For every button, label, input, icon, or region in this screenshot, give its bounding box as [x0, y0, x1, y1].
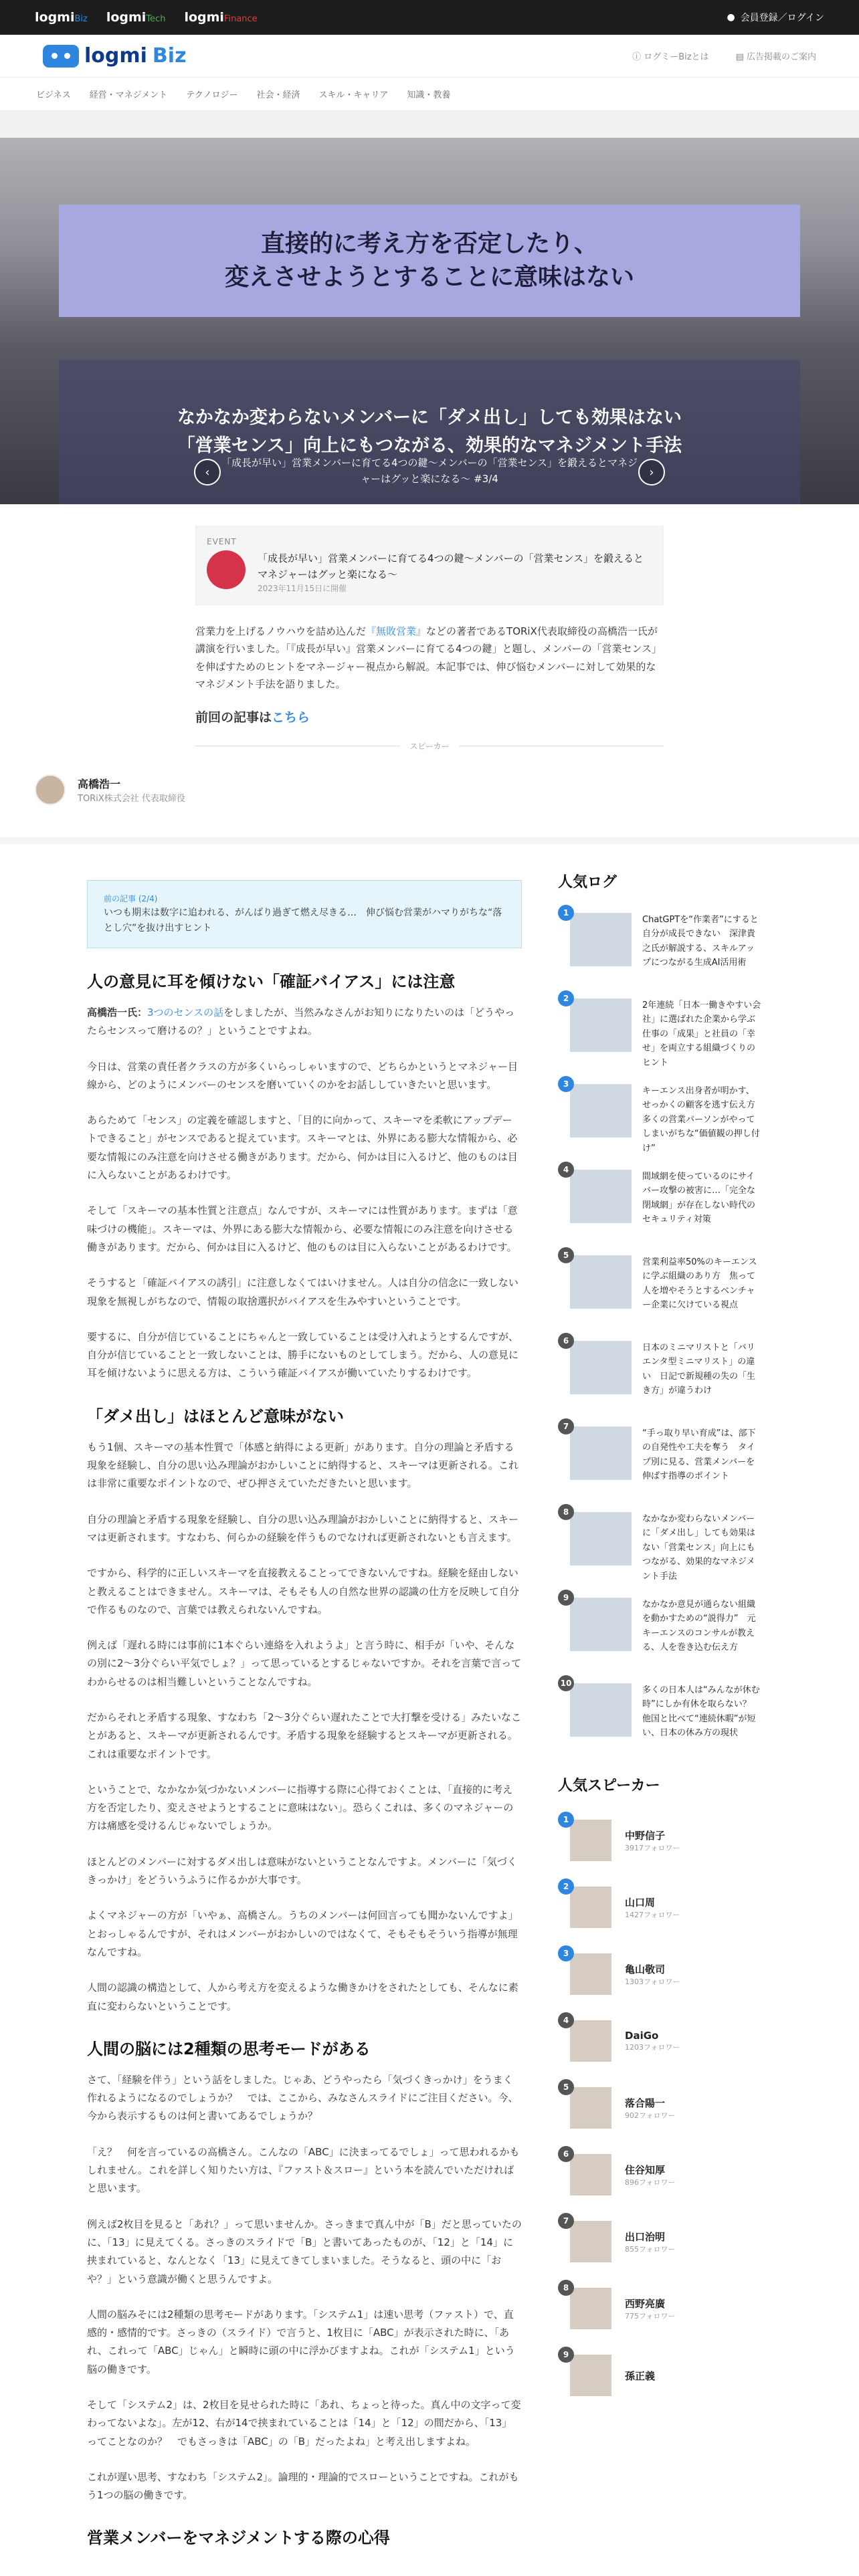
event-title: 「成長が早い」営業メンバーに育てる4つの鍵〜メンバーの「営業センス」を鍛えるとマネジャーはグッと楽になる〜: [258, 552, 644, 580]
ranking-title-text: 間域網を使っているのにサイバー攻撃の被害に…「完全な閉域網」が存在しない時代のセキュリティ対策: [642, 1172, 756, 1225]
ranking-item[interactable]: [558, 1331, 785, 1417]
slide2-line1: なかなか変わらないメンバーに「ダメ出し」しても効果はない: [177, 407, 682, 429]
paragraph: 例えば2枚目を見ると「あれ？」って思いませんか。さっきまで真ん中が「B」だと思っていたのに、「13」に見えてくる。さっきのスライドで「B」と書いてあったものが、「12」と「14」に挟まれていると、なんとなく「13」に見えてきてしまいました。そうなると、頭の中に「おや？」という意識が働くと思うんですよ。: [87, 2218, 522, 2285]
nav-business[interactable]: ビジネス: [36, 90, 71, 100]
paragraph: [87, 1004, 522, 1041]
paragraph: さて、「経験を伴う」という話をしました。じゃあ、どうやったら「気づくきっかけ」をうまく作れるようになるのでしょうか？ では、ここから、みなさんスライドにご注目ください。今、今から表示するものは何と書いてあるでしょうか？: [87, 2073, 518, 2123]
speaker-photo: [563, 2082, 611, 2129]
paragraph: 人間の脳みそには2種類の思考モードがあります。「システム1」は速い思考（ファスト）で、直感的・感情的です。さっきの（スライド）で言うと、1枚目に「ABC」が表示された時に、「あれ、これって「ABC」じゃん」と瞬時に頭の中に浮かびますよね。これが「システム1」という脳の働きです。: [87, 2308, 515, 2375]
follower-count: 775フォロワー: [625, 2311, 676, 2321]
speaker-name: 山口周: [625, 1896, 656, 1909]
logo-sub: Tech: [146, 14, 166, 24]
rank-badge: 2: [558, 990, 574, 1006]
rank-badge: 10: [558, 1675, 574, 1691]
speaker-photo: [563, 2216, 611, 2262]
speaker-name: 亀山敬司: [625, 1963, 666, 1975]
paragraph: これが遅い思考、すなわち「システム2」。論理的・理論的でスローということですね。これがもう1つの脳の働きです。: [87, 2470, 519, 2502]
logo-main: logmi: [35, 10, 75, 25]
paragraph: 今日は、営業の責任者クラスの方が多くいらっしゃいますので、どちらかというとマネジャー目線から、どのようにメンバーのセンスを磨いていくのかをお話ししていきたいと思います。: [87, 1060, 518, 1091]
speaker-item[interactable]: [558, 2208, 785, 2275]
site-logo[interactable]: [43, 44, 187, 68]
slide1-line2: 変えさせようとすることに意味はない: [224, 263, 634, 291]
speaker-label: 高橋浩一氏：: [87, 1006, 148, 1018]
ranking-item[interactable]: [558, 1588, 785, 1674]
robot-icon: [43, 45, 79, 68]
logmi-finance-logo[interactable]: [184, 10, 257, 25]
ranking-title-text: 営業利益率50%のキーエンスに学ぶ組織のあり方 焦って人を増やそうとするベンチャー企業に欠けている視点: [642, 1257, 757, 1311]
thumbnail: [563, 1507, 632, 1566]
rank-badge: 6: [558, 2146, 574, 2162]
speaker-photo: [563, 1949, 611, 1995]
hero-slide-quote: [59, 205, 800, 317]
ranking-list: [558, 903, 785, 1759]
paragraph: だからそれと矛盾する現象、すなわち「2〜3分ぐらい遅れたことで大打撃を受ける」みたいなことがあると、スキーマが更新されるんです。矛盾する現象を経験するとスキーマが更新される。これは重要なポイントです。: [87, 1711, 522, 1760]
speaker-name: 高橋浩一: [78, 778, 121, 790]
thumbnail: [563, 1336, 632, 1394]
speaker-name: 孫正義: [625, 2369, 656, 2382]
speaker-separator: [195, 740, 664, 752]
user-icon: ●: [727, 12, 735, 23]
rank-badge: 3: [558, 1076, 574, 1092]
rank-badge: 3: [558, 1945, 574, 1961]
ranking-title: 人気ログ: [558, 874, 617, 891]
nav-society[interactable]: 社会・経済: [256, 90, 300, 100]
follower-count: 1203フォロワー: [625, 2043, 680, 2052]
speaker-item[interactable]: [558, 2074, 785, 2141]
follower-count: 1427フォロワー: [625, 1910, 680, 1919]
nav-skill[interactable]: スキル・キャリア: [318, 90, 389, 100]
login-label: 会員登録／ログイン: [740, 13, 824, 23]
rank-badge: 4: [558, 2012, 574, 2028]
rank-badge: 9: [558, 1590, 574, 1606]
rank-badge: 4: [558, 1162, 574, 1178]
intro-text-1: 営業力を上げるノウハウを詰め込んだ: [195, 625, 367, 637]
rank-badge: 9: [558, 2347, 574, 2363]
thumbnail: [563, 1251, 632, 1309]
paragraph: よくマネジャーの方が「いやぁ、高橋さん。うちのメンバーは何回言っても聞かないんですよ」とおっしゃるんですが、それはメンバーがおかしいのではなくて、そもそもそういう指導が無理なんですね。: [87, 1909, 518, 1958]
section-divider: [0, 837, 859, 844]
paragraph: もう1個、スキーマの基本性質で「体感と納得による更新」があります。自分の理論と矛盾する現象を経験し、自分の思い込み理論がおかしいことに納得すると、スキーマは更新される。これは非常に重要なポイントなので、ぜひ押さえていただきたいと思います。: [87, 1440, 519, 1490]
rank-badge: 8: [558, 2280, 574, 2296]
paragraph: あらためて「センス」の定義を確認しますと、「目的に向かって、スキーマを柔軟にアップデートできること」がセンスであると捉えています。スキーマとは、外界にある膨大な情報から、必要な情報にのみ注意を向けさせる働きがあります。だから、何かは目に入るけど、他のものは目に入らないことがあるわけです。: [87, 1114, 518, 1182]
speaker-name: 西野亮廣: [625, 2297, 666, 2310]
speaker-item[interactable]: [558, 2008, 785, 2074]
thumbnail: [563, 908, 632, 966]
speaker-photo: [563, 2283, 611, 2329]
speaker-item[interactable]: [558, 2141, 785, 2208]
logo-main: logmi: [106, 10, 147, 25]
speaker-org: TORiX株式会社 代表取締役: [78, 794, 185, 804]
about-link[interactable]: ⓘ ログミーBizとは: [632, 52, 709, 62]
speaker-ranking-list: [558, 1807, 785, 2409]
nav-management[interactable]: 経営・マネジメント: [89, 90, 168, 100]
speaker-sep-label: スピーカー: [409, 742, 450, 751]
logo-main: logmi: [184, 10, 224, 25]
prevbox-label: 前の記事 (2/4): [104, 894, 158, 903]
inline-link[interactable]: 3つのセンスの話: [147, 1006, 224, 1018]
heading: 「ダメ出し」はほとんど意味がない: [87, 1406, 344, 1426]
ranking-item[interactable]: [558, 1160, 785, 1246]
rank-badge: 8: [558, 1504, 574, 1520]
heading: 人の意見に耳を傾けない「確証バイアス」には注意: [87, 972, 456, 991]
paragraph: ですから、科学的に正しいスキーマを直接教えることってできないんですね。経験を経由しないと教えることはできません。スキーマは、そもそも人の自然な世界の認識の仕方を反映して自分で作るものなので、言葉では教えられないんですね。: [87, 1567, 519, 1616]
paragraph: 例えば「遅れる時には事前に1本ぐらい連絡を入れようよ」と言う時に、相手が「いや、そんなの別に2〜3分ぐらい平気でしょ？」って思っているとするじゃないですか。それを言葉で言ってわからせるのは相当難しいということなんですね。: [87, 1639, 522, 1688]
speaker-photo: [563, 1815, 611, 1861]
speaker-photo: [563, 1882, 611, 1928]
ads-link[interactable]: ▤ 広告掲載のご案内: [735, 52, 816, 62]
ranking-title-text: 2年連続「日本一働きやすい会社」に選ばれた企業から学ぶ 仕事の「成果」と社員の「幸せ」を両立する組織づくりのヒント: [642, 1000, 765, 1068]
hero-image: [0, 111, 859, 504]
follower-count: 855フォロワー: [625, 2244, 676, 2254]
thumbnail: [563, 994, 632, 1052]
event-label: EVENT: [207, 537, 237, 546]
rank-badge: 5: [558, 2079, 574, 2095]
paragraph: 自分の理論と矛盾する現象を経験し、自分の思い込み理論がおかしいことに納得すると、スキーマは更新されます。すなわち、何らかの経験を伴うものでなければ更新されないとも言えます。: [87, 1513, 519, 1543]
article-intro: [195, 504, 664, 752]
top-bar: [0, 0, 859, 35]
speaker-name: 落合陽一: [625, 2097, 666, 2109]
paragraph: ということで、なかなか気づかないメンバーに指導する際に心得ておくことは、「直接的に考え方を否定したり、変えさせようとすることに意味はない」。恐らくこれは、多くのマネジャーの方は痛感を受けるんじゃないでしょうか。: [87, 1783, 514, 1832]
thumbnail: [563, 1165, 632, 1223]
intro-text-2: などの著者であるTORiX代表取締役の高橋浩一氏が講演を行いました。「『成長が早い』営業メンバーに育てる4つの鍵」と題し、メンバーの「営業センス」を伸ばすためのヒントをマネージャー視点から解説。本記事では、伸び悩むメンバーに対して効果的なマネジメント手法を語りました。: [195, 625, 662, 690]
prev-slide-button[interactable]: ‹: [194, 459, 221, 486]
prevbox-title: いつも期末は数字に追われる、がんばり過ぎて燃え尽きる… 伸び悩む営業がハマりがちな“落とし穴”を抜け出すヒント: [104, 907, 502, 934]
prev-article: [195, 708, 664, 726]
thumbnail: [563, 1079, 632, 1138]
speaker-card[interactable]: [35, 774, 824, 805]
ranking-item[interactable]: [558, 1246, 785, 1331]
next-slide-button[interactable]: ›: [638, 459, 665, 486]
article-body: [87, 880, 522, 2560]
slide2-line2: 「営業センス」向上にもつながる、効果的なマネジメント手法: [177, 435, 682, 456]
speaker-photo: [563, 2350, 611, 2396]
paragraph: そして「スキーマの基本性質と注意点」なんですが、スキーマには性質があります。まずは「意味づけの機能」。スキーマは、外界にある膨大な情報から、必要な情報にのみ注意を向けさせる働きがあります。だから、何かは目に入るけど、他のものは目に入らないことがあるわけです。: [87, 1204, 518, 1253]
ranking-title-text: 多くの日本人は“みんなが休む時”にしか有休を取らない？ 他国と比べて“連続休暇”が短い、日本の休み方の現状: [642, 1685, 760, 1739]
hero-top-strip: [0, 111, 859, 138]
follower-count: 1303フォロワー: [625, 1977, 680, 1986]
logo-sub: Biz: [74, 14, 88, 24]
thumbnail: [563, 1593, 632, 1651]
ranking-title-text: なかなか意見が通らない組織を動かすための“説得力” 元キーエンスのコンサルが教える、人を巻き込む伝え方: [642, 1600, 756, 1653]
event-logo: [207, 550, 246, 589]
prev-article-box[interactable]: [87, 880, 522, 948]
ranking-item[interactable]: [558, 1075, 785, 1160]
rank-badge: 1: [558, 1812, 574, 1828]
speaker-name: 住谷知厚: [625, 2163, 666, 2176]
ranking-title-text: ChatGPTを“作業者”にすると自分が成長できない 深津貴之氏が解説する、スキルアップにつながる生成AI活用術: [642, 915, 759, 968]
follower-count: 902フォロワー: [625, 2111, 676, 2120]
ranking-title-text: なかなか変わらないメンバーに「ダメ出し」しても効果はない「営業センス」向上にもつながる、効果的なマネジメント手法: [642, 1514, 756, 1582]
paragraph: 人間の認識の構造として、人から考え方を変えるような働きかけをされたとしても、そんなに素直に変わらないということです。: [87, 1981, 518, 2012]
nav-knowledge[interactable]: 知識・教養: [407, 90, 451, 100]
rank-badge: 7: [558, 2213, 574, 2229]
thumbnail: [563, 1422, 632, 1480]
avatar: [35, 774, 66, 805]
prev-article-label: 前回の記事は: [195, 710, 272, 725]
nav-technology[interactable]: テクノロジー: [186, 90, 238, 100]
logo-sub: Finance: [223, 14, 258, 24]
heading: 営業メンバーをマネジメントする際の心得: [87, 2529, 390, 2548]
paragraph: 「え？ 何を言っているの高橋さん。こんなの「ABC」に決まってるでしょ」って思われるかもしれません。これを詳しく知りたい方は、『ファスト＆スロー』という本を読んでいただければと思います。: [87, 2145, 520, 2195]
book-link[interactable]: 『無敗営業』: [366, 625, 427, 637]
ranking-title-text: “手っ取り早い育成”は、部下の自発性や工夫を奪う タイプ別に見る、営業メンバーを伸ばす指導のポイント: [642, 1428, 756, 1482]
login-link[interactable]: [727, 11, 824, 24]
site-header: [0, 35, 859, 78]
slide1-line1: 直接的に考え方を否定したり、: [260, 229, 598, 257]
about-label: ログミーBizとは: [644, 52, 709, 62]
category-nav: [0, 78, 859, 111]
rank-badge: 5: [558, 1247, 574, 1263]
logo-text: logmi: [84, 44, 147, 68]
thumbnail: [560, 1679, 632, 1737]
speaker-name: 中野信子: [625, 1829, 666, 1842]
heading: 人間の脳には2種類の思考モードがある: [87, 2039, 371, 2058]
ranking-item[interactable]: [558, 1417, 785, 1503]
hero-caption: 「成長が早い」営業メンバーに育てる4つの鍵〜メンバーの「営業センス」を鍛えるとマネジャーはグッと楽になる〜 #3/4: [221, 457, 638, 485]
speaker-item[interactable]: [558, 2275, 785, 2342]
ranking-item[interactable]: [558, 1503, 785, 1588]
paragraph: ほとんどのメンバーに対するダメ出しは意味がないということなんですよ。メンバーに「気づくきっかけ」をどういうふうに作るかが大事です。: [87, 1855, 517, 1887]
follower-count: 3917フォロワー: [625, 1843, 680, 1852]
rank-badge: 6: [558, 1333, 574, 1349]
paragraph: そうすると「確証バイアスの誘引」に注意しなくてはいけません。人は自分の信念に一致しない現象を無視しがちなので、情報の取捨選択がバイアスを生みやすいということです。: [87, 1277, 518, 1307]
paragraph: そして「システム2」は、2枚目を見せられた時に「あれ、ちょっと待った。真ん中の文字って変わってないよな」。左が12、右が14で挟まれていることは「14」と「12」の間だから、「13」ってことなのか？ でもさっきは「ABC」の「B」だったよね」と考え出しますよね。: [87, 2399, 521, 2448]
event-date: 2023年11月15日に開催: [258, 584, 347, 593]
speaker-item[interactable]: [558, 1874, 785, 1941]
logmi-biz-logo[interactable]: [35, 10, 88, 25]
logmi-tech-logo[interactable]: [106, 10, 166, 25]
speaker-ranking-title: 人気スピーカー: [558, 1778, 660, 1794]
follower-count: 896フォロワー: [625, 2177, 676, 2187]
rank-badge: 7: [558, 1418, 574, 1434]
speaker-name: DaiGo: [625, 2030, 659, 2042]
event-card[interactable]: [195, 526, 664, 605]
ads-label: 広告掲載のご案内: [746, 52, 816, 62]
rank-badge: 2: [558, 1879, 574, 1895]
rank-badge: 1: [558, 905, 574, 921]
paragraph-text: をしましたが、当然みなさんがお知りになりたいのは「どうやったらセンスって磨けるの？」ということですよね。: [87, 1006, 515, 1037]
ranking-item[interactable]: [558, 903, 785, 989]
ranking-item[interactable]: [558, 1674, 785, 1759]
speaker-photo: [563, 2016, 611, 2062]
paragraph: 要するに、自分が信じていることにちゃんと一致していることは受け入れようとするんですが、自分が信じていることと一致しないことは、勝手にないものとしてしまう。だから、人の意見に耳を傾けないように思える方は、こういう確証バイアスが働いていたりするわけです。: [87, 1330, 519, 1380]
prev-article-link[interactable]: こちら: [272, 710, 310, 725]
sidebar: [558, 871, 785, 2409]
speaker-photo: [563, 2149, 611, 2195]
speaker-item[interactable]: [558, 2342, 785, 2409]
ranking-title-text: 日本のミニマリストと「バリエンタ型ミニマリスト」の違い 日記で新規種の失の「生き方」が違うわけ: [642, 1343, 756, 1396]
speaker-item[interactable]: [558, 1807, 785, 1874]
ranking-title-text: キーエンス出身者が明かす、せっかくの顧客を逃す伝え方 多くの営業パーソンがやってしまいがちな“価値観の押し付け”: [642, 1086, 764, 1154]
ranking-item[interactable]: [558, 989, 785, 1075]
intro-text: [195, 623, 664, 693]
speaker-name: 出口治明: [625, 2230, 666, 2243]
speaker-item[interactable]: [558, 1941, 785, 2008]
logo-sub: Biz: [152, 44, 187, 68]
